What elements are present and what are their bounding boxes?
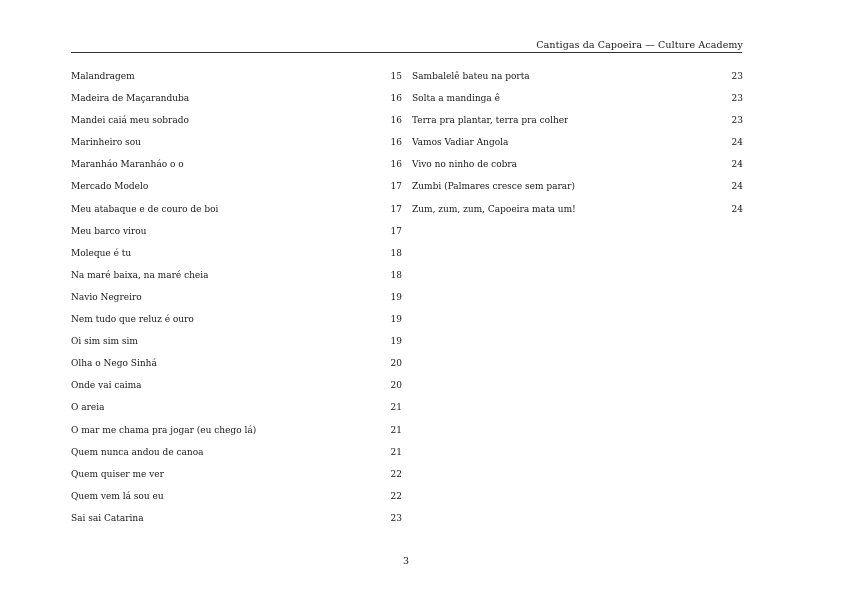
- toc-entry-title: Olha o Nego Sinhá: [71, 359, 157, 370]
- toc-entry-page: 17: [390, 226, 402, 237]
- toc-entry-page: 18: [390, 270, 402, 281]
- toc-entry-title: Malandragem: [71, 72, 135, 82]
- toc-entry-page: 23: [731, 72, 743, 82]
- toc-entry-title: O areia: [71, 403, 105, 414]
- toc-entry[interactable]: [71, 309, 402, 331]
- toc-entry-title: Mercado Modelo: [71, 182, 149, 193]
- toc-entry[interactable]: [71, 486, 402, 508]
- toc-entry-title: O mar me chama pra jogar (eu chego lá): [71, 425, 257, 436]
- toc-entry-title: Madeira de Maçaranduba: [71, 94, 190, 105]
- toc-entry[interactable]: [71, 132, 402, 154]
- toc-entry-page: 22: [390, 491, 402, 502]
- toc-entry-page: 19: [390, 337, 402, 348]
- toc-entry[interactable]: [71, 397, 402, 419]
- toc-entry[interactable]: [71, 199, 402, 221]
- toc-entry[interactable]: [412, 199, 743, 221]
- running-header: Cantigas da Capoeira — Culture Academy: [536, 40, 743, 51]
- toc-entry[interactable]: [71, 331, 402, 353]
- toc-entry-page: 23: [731, 94, 743, 105]
- toc-entry-title: Vivo no ninho de cobra: [412, 160, 518, 171]
- toc-entry-title: Zumbi (Palmares cresce sem parar): [412, 182, 575, 193]
- toc-entry-title: Sai sai Catarina: [71, 513, 144, 524]
- toc-entry-page: 22: [390, 469, 402, 480]
- toc-entry-page: 16: [390, 94, 402, 105]
- toc-column-left: [71, 66, 402, 530]
- toc-entry-page: 19: [390, 292, 402, 303]
- toc-column-right: [412, 66, 743, 221]
- toc-entry-title: Quem vem lá sou eu: [71, 491, 164, 502]
- toc-entry-page: 24: [731, 160, 743, 171]
- toc-entry[interactable]: [71, 287, 402, 309]
- toc-entry-page: 17: [390, 182, 402, 193]
- toc-entry-title: Meu atabaque e de couro de boi: [71, 204, 219, 215]
- toc-entry-page: 20: [390, 359, 402, 370]
- toc-entry[interactable]: [71, 464, 402, 486]
- toc-entry-page: 21: [390, 403, 402, 414]
- toc-entry-title: Terra pra plantar, terra pra colher: [412, 116, 569, 127]
- toc-entry-title: Quem quiser me ver: [71, 469, 164, 480]
- toc-entry[interactable]: [71, 176, 402, 198]
- toc-entry-title: Oi sim sim sim: [71, 337, 138, 348]
- toc-entry-title: Nem tudo que reluz é ouro: [71, 315, 194, 326]
- toc-entry[interactable]: [412, 154, 743, 176]
- toc-entry[interactable]: [412, 110, 743, 132]
- toc-entry-page: 23: [390, 513, 402, 524]
- toc-entry[interactable]: [71, 508, 402, 530]
- toc-entry-page: 24: [731, 204, 743, 215]
- toc-entry[interactable]: [71, 110, 402, 132]
- toc-entry[interactable]: [71, 66, 402, 88]
- toc-entry-title: Marinheiro sou: [71, 138, 141, 149]
- toc-entry-page: 17: [390, 204, 402, 215]
- toc-entry-title: Maranháo Maranháo o o: [71, 160, 184, 171]
- toc-entry[interactable]: [71, 154, 402, 176]
- toc-entry[interactable]: [71, 221, 402, 243]
- toc-entry-title: Meu barco virou: [71, 226, 147, 237]
- toc-entry-title: Moleque é tu: [71, 248, 132, 259]
- toc-entry-page: 23: [731, 116, 743, 127]
- toc-entry-page: 20: [390, 381, 402, 392]
- page-number: 3: [402, 556, 410, 567]
- toc-entry-page: 19: [390, 315, 402, 326]
- toc-entry[interactable]: [71, 442, 402, 464]
- toc-entry-page: 16: [390, 116, 402, 127]
- toc-entry[interactable]: [71, 265, 402, 287]
- toc-entry-title: Quem nunca andou de canoa: [71, 447, 204, 458]
- toc-entry-title: Mandei caiá meu sobrado: [71, 116, 189, 127]
- toc-entry-title: Onde vai caima: [71, 381, 142, 392]
- toc-entry-page: 24: [731, 182, 743, 193]
- toc-entry-page: 21: [390, 425, 402, 436]
- toc-entry-page: 18: [390, 248, 402, 259]
- toc-entry-page: 21: [390, 447, 402, 458]
- toc-entry-title: Sambalelê bateu na porta: [412, 72, 530, 82]
- toc-entry[interactable]: [412, 132, 743, 154]
- toc-entry-title: Navio Negreiro: [71, 292, 142, 303]
- toc-entry-page: 15: [390, 72, 402, 82]
- header-rule: [71, 52, 742, 53]
- toc-entry[interactable]: [71, 420, 402, 442]
- toc-entry[interactable]: [71, 375, 402, 397]
- toc-entry-title: Vamos Vadiar Angola: [412, 138, 509, 149]
- toc-entry-page: 24: [731, 138, 743, 149]
- toc-entry-page: 16: [390, 138, 402, 149]
- toc-entry-title: Zum, zum, zum, Capoeira mata um!: [412, 204, 576, 215]
- toc-entry[interactable]: [71, 88, 402, 110]
- toc-entry[interactable]: [412, 66, 743, 88]
- toc-entry[interactable]: [71, 243, 402, 265]
- toc-entry[interactable]: [412, 176, 743, 198]
- toc-entry[interactable]: [71, 353, 402, 375]
- toc-entry-title: Na maré baixa, na maré cheia: [71, 270, 209, 281]
- toc-entry-title: Solta a mandinga ê: [412, 94, 500, 105]
- toc-entry-page: 16: [390, 160, 402, 171]
- toc-entry[interactable]: [412, 88, 743, 110]
